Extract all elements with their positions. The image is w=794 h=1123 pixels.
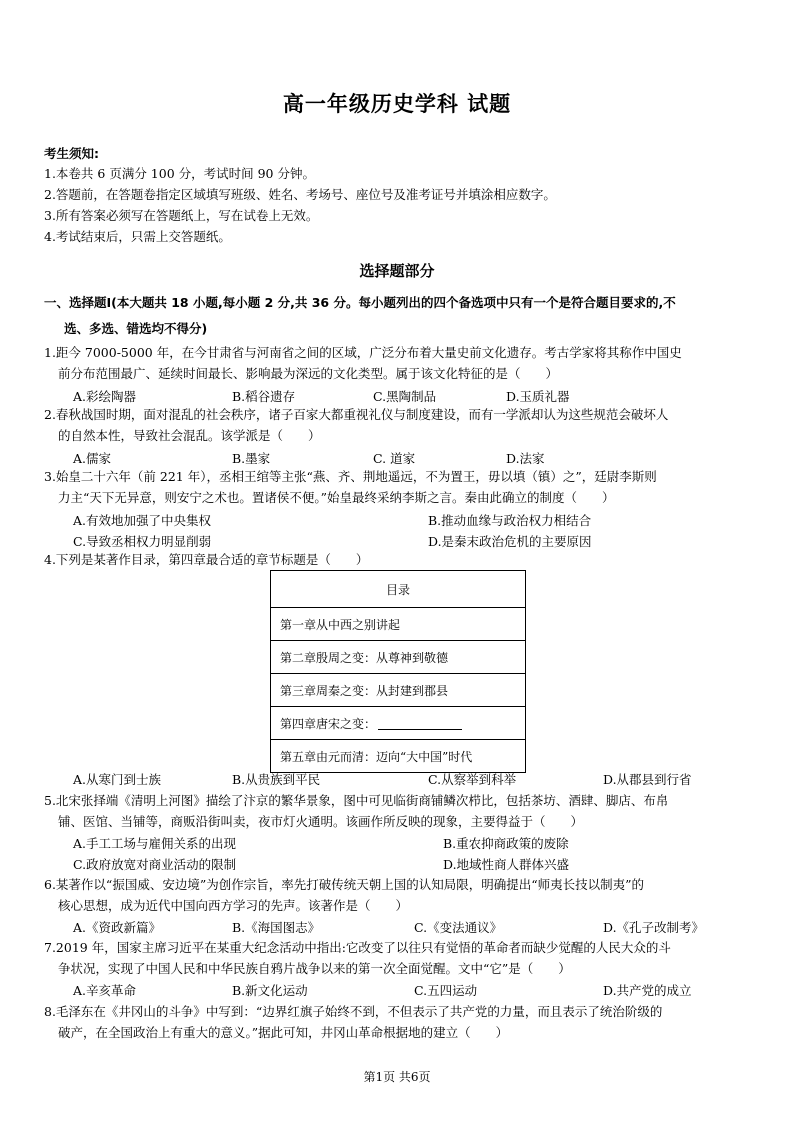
q5-option-a[interactable]: A.手工工场与雇佣关系的出现 [73, 836, 237, 851]
q1-option-d[interactable]: D.玉质礼器 [506, 389, 570, 404]
notice-item: 4.考试结束后，只需上交答题纸。 [44, 229, 231, 244]
question-5-text-cont: 铺、医馆、当铺等，商贩沿街叫卖，夜市灯火通明。该画作所反映的现象，主要得益于（ ） [58, 814, 584, 829]
part-instructions: 一、选择题Ⅰ(本大题共 18 小题,每小题 2 分,共 36 分。每小题列出的四个备选项中只有一个是符合题目要求的,不 [44, 295, 676, 310]
q4-option-d[interactable]: D.从郡县到行省 [603, 772, 692, 787]
part-instructions-cont: 选、多选、错选均不得分) [64, 321, 208, 336]
table-of-contents [270, 570, 526, 773]
question-2-text: 2.春秋战国时期，面对混乱的社会秩序，诸子百家大都重视礼仪与制度建设，而有一学派却认为这些规范会破坏人 [44, 407, 669, 422]
q2-option-c[interactable]: C. 道家 [373, 451, 416, 466]
q7-option-d[interactable]: D.共产党的成立 [603, 983, 692, 998]
q5-option-c[interactable]: C.政府放宽对商业活动的限制 [73, 857, 237, 872]
question-3-text: 3.始皇二十六年（前 221 年），丞相王绾等主张“燕、齐、荆地遥远，不为置王，毋以填（镇）之”，廷尉李斯则 [44, 469, 657, 484]
q4-option-a[interactable]: A.从寒门到士族 [73, 772, 162, 787]
q3-option-d[interactable]: D.是秦末政治危机的主要原因 [428, 534, 592, 549]
question-4-text: 4.下列是某著作目录，第四章最合适的章节标题是（ ） [44, 552, 369, 567]
question-2-text-cont: 的自然本性，导致社会混乱。该学派是（ ） [58, 428, 321, 443]
q6-option-c[interactable]: C.《变法通议》 [414, 920, 503, 935]
toc-row-label: 第四章唐宋之变： [280, 716, 377, 731]
q1-option-b[interactable]: B.稻谷遗存 [232, 389, 296, 404]
notice-item: 1.本卷共 6 页满分 100 分，考试时间 90 分钟。 [44, 166, 315, 181]
question-6-text-cont: 核心思想，成为近代中国向西方学习的先声。该著作是（ ） [58, 898, 409, 913]
q4-option-c[interactable]: C.从察举到科举 [428, 772, 517, 787]
toc-row: 第一章从中西之别讲起 [271, 608, 525, 641]
q3-option-a[interactable]: A.有效地加强了中央集权 [73, 513, 212, 528]
question-1-text: 1.距今 7000-5000 年，在今甘肃省与河南省之间的区域，广泛分布着大量史前文化遗存。考古学家将其称作中国史 [44, 345, 682, 360]
q2-option-a[interactable]: A.儒家 [73, 451, 112, 466]
q1-option-a[interactable]: A.彩绘陶器 [73, 389, 137, 404]
section-title: 选择题部分 [359, 262, 435, 280]
toc-row: 第三章周秦之变：从封建到郡县 [271, 674, 525, 707]
q4-option-b[interactable]: B.从贵族到平民 [232, 772, 321, 787]
notice-heading: 考生须知: [44, 146, 99, 161]
page-footer: 第1页 共6页 [363, 1070, 431, 1084]
page-title: 高一年级历史学科 试题 [282, 92, 512, 116]
toc-row-blank [271, 707, 525, 740]
q5-option-d[interactable]: D.地域性商人群体兴盛 [443, 857, 570, 872]
question-5-text: 5.北宋张择端《清明上河图》描绘了汴京的繁华景象，图中可见临街商铺鳞次栉比，包括茶坊、酒肆、脚店、布帛 [44, 793, 669, 808]
question-8-text: 8.毛泽东在《井冈山的斗争》中写到：“边界红旗子始终不到，不但表示了共产党的力量，而且表示了统治阶级的 [44, 1004, 663, 1019]
question-1-text-cont: 前分布范围最广、延续时间最长、影响最为深远的文化类型。属于该文化特征的是（ ） [58, 366, 559, 381]
toc-row: 第二章殷周之变：从尊神到敬德 [271, 641, 525, 674]
question-8-text-cont: 破产，在全国政治上有重大的意义。”据此可知，井冈山革命根据地的建立（ ） [58, 1025, 509, 1040]
toc-row: 第五章由元而清：迈向“大中国”时代 [280, 749, 473, 764]
q7-option-b[interactable]: B.新文化运动 [232, 983, 308, 998]
q6-option-a[interactable]: A.《资政新篇》 [73, 920, 162, 935]
q3-option-b[interactable]: B.推动血缘与政治权力相结合 [428, 513, 592, 528]
q7-option-a[interactable]: A.辛亥革命 [73, 983, 137, 998]
q2-option-d[interactable]: D.法家 [506, 451, 545, 466]
q1-option-c[interactable]: C.黑陶制品 [373, 389, 437, 404]
toc-heading: 目录 [271, 571, 525, 608]
question-7-text-cont: 争状况，实现了中国人民和中华民族自鸦片战争以来的第一次全面觉醒。文中“它”是（ ） [58, 961, 571, 976]
q6-option-d[interactable]: D.《孔子改制考》 [603, 920, 705, 935]
question-3-text-cont: 力主“天下无异意，则安宁之术也。置诸侯不便。”始皇最终采纳李斯之言。秦由此确立的制度（ ） [58, 490, 615, 505]
notice-item: 3.所有答案必须写在答题纸上，写在试卷上无效。 [44, 208, 319, 223]
q5-option-b[interactable]: B.重农抑商政策的废除 [443, 836, 569, 851]
q6-option-b[interactable]: B.《海国图志》 [232, 920, 321, 935]
question-7-text: 7.2019 年，国家主席习近平在某重大纪念活动中指出:它改变了以往只有觉悟的革命者而缺少觉醒的人民大众的斗 [44, 940, 671, 955]
question-6-text: 6.某著作以“振国威、安边境”为创作宗旨，率先打破传统天朝上国的认知局限，明确提出“师夷长技以制夷”的 [44, 877, 644, 892]
answer-blank [378, 717, 462, 730]
q7-option-c[interactable]: C.五四运动 [414, 983, 478, 998]
q2-option-b[interactable]: B.墨家 [232, 451, 271, 466]
notice-item: 2.答题前，在答题卷指定区域填写班级、姓名、考场号、座位号及准考证号并填涂相应数字。 [44, 187, 556, 202]
q3-option-c[interactable]: C.导致丞相权力明显削弱 [73, 534, 212, 549]
